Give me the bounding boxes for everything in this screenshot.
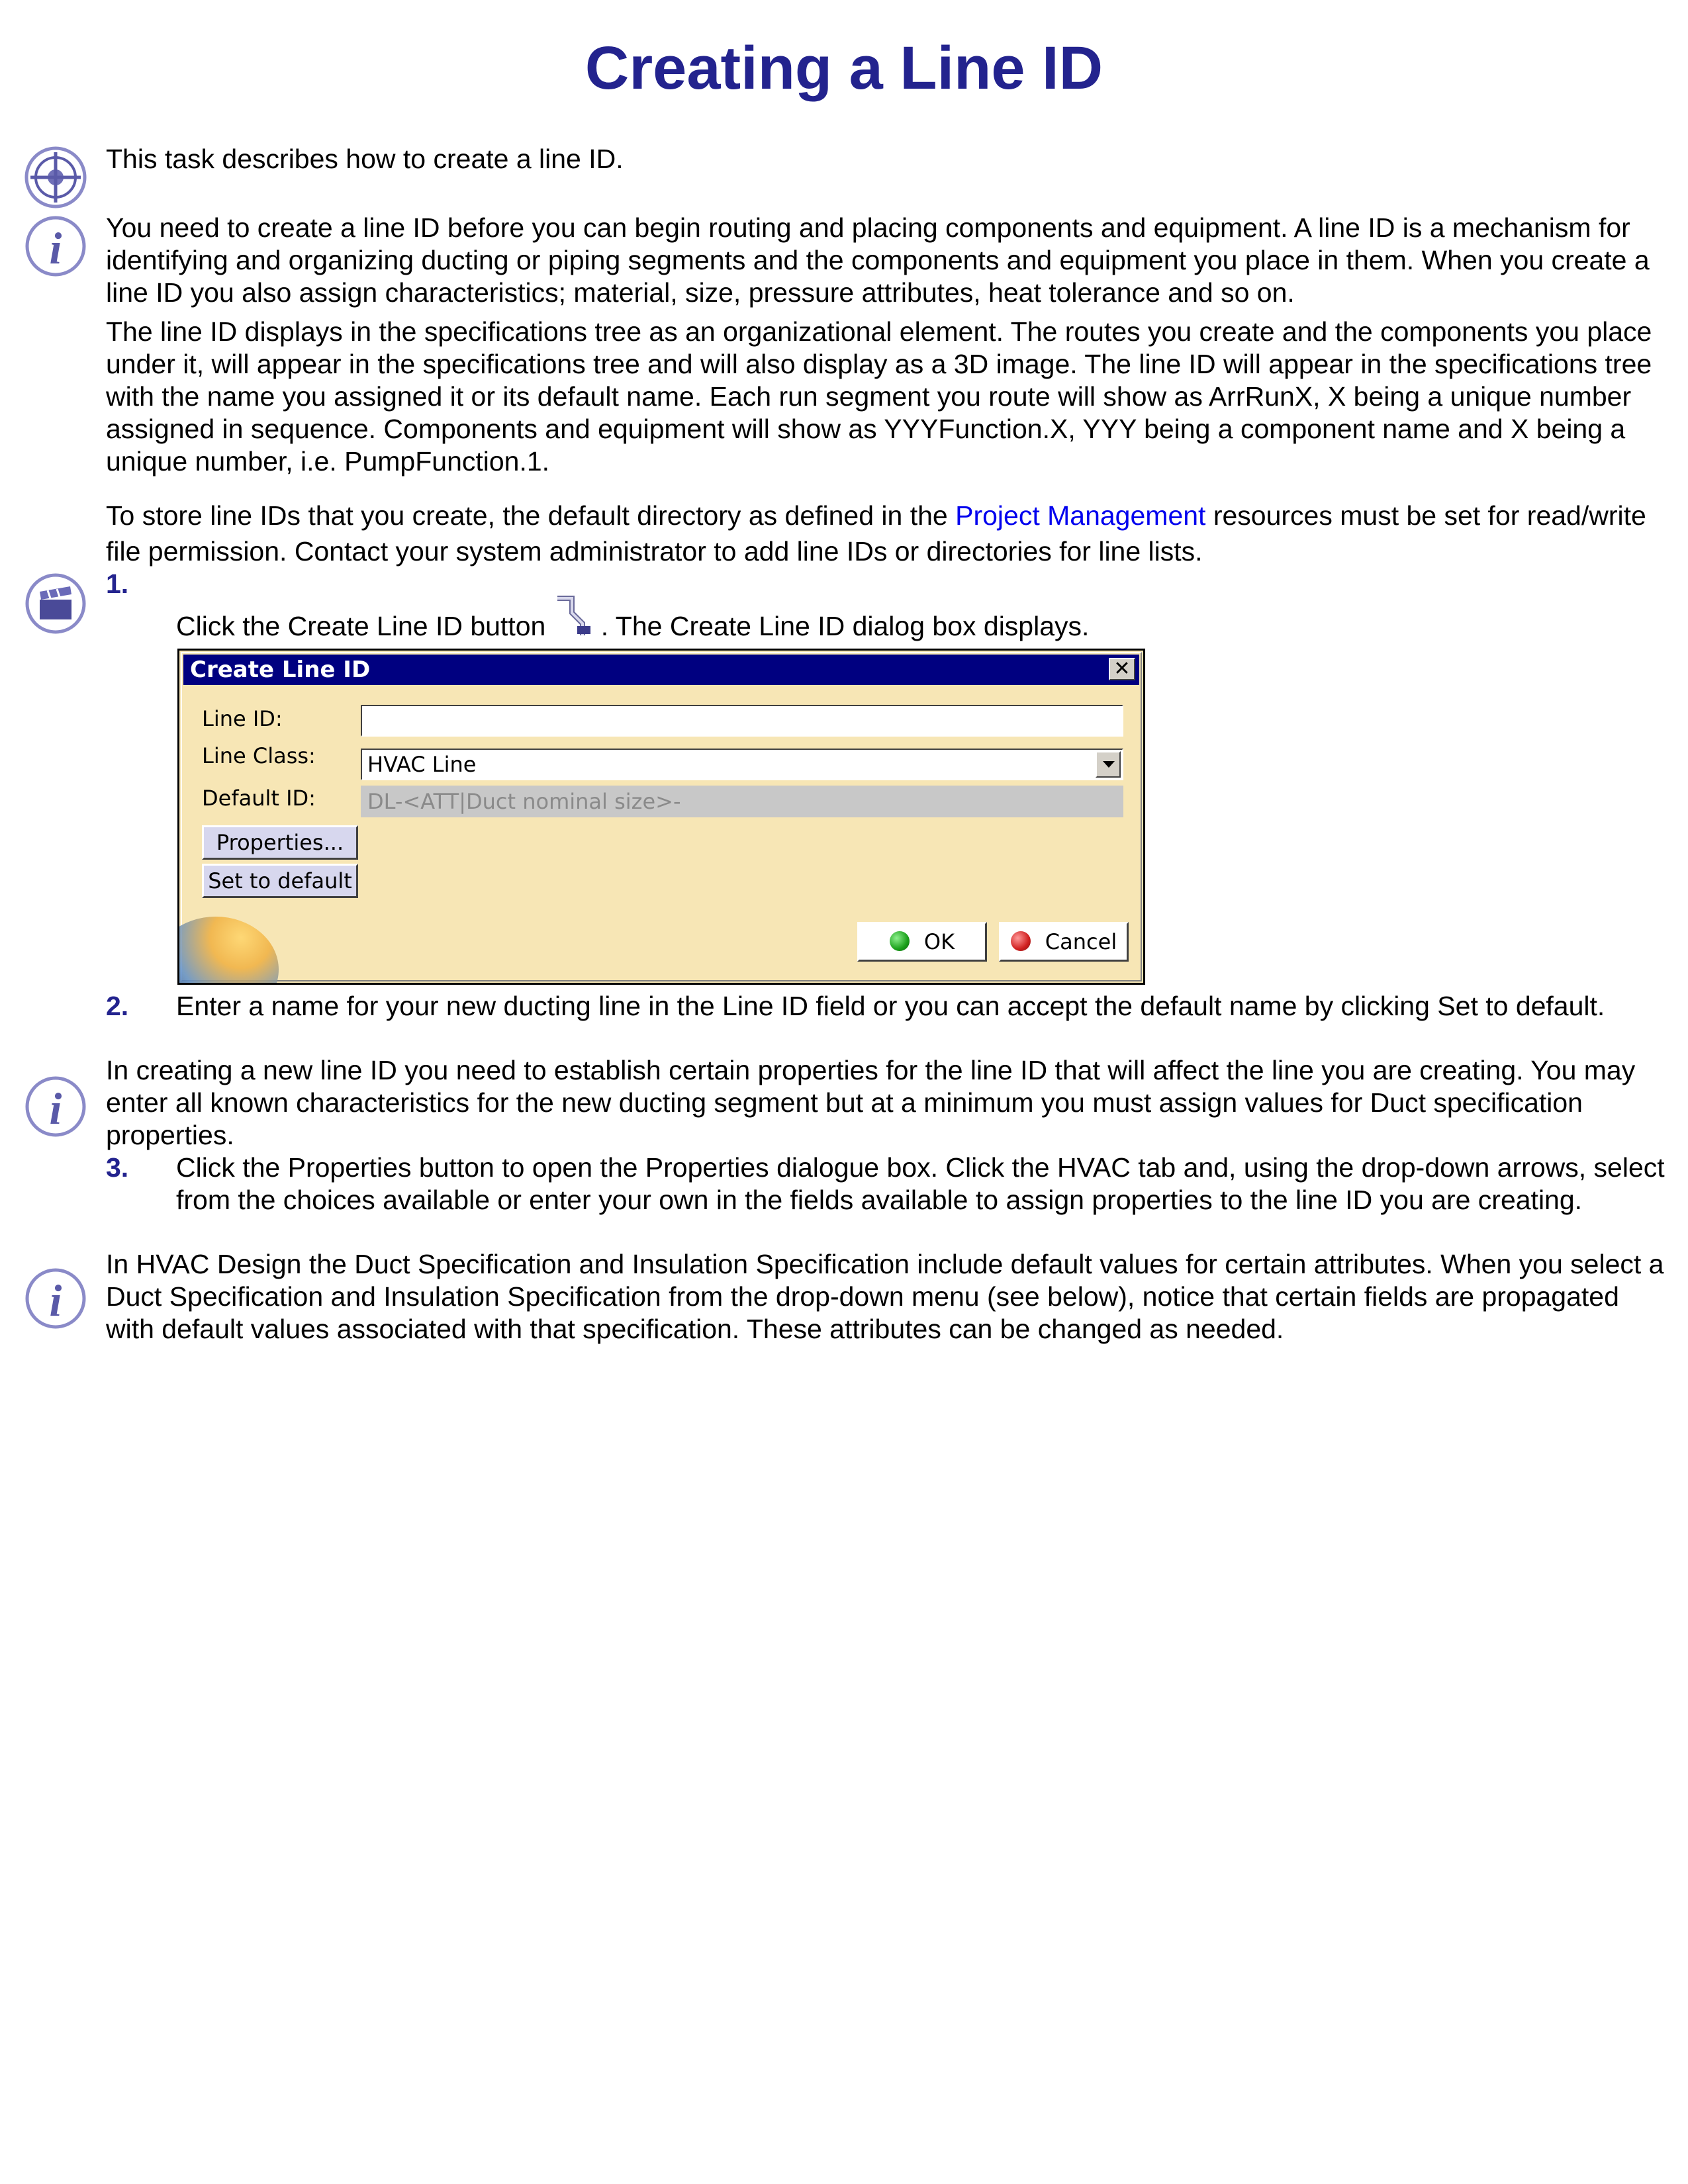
- line-id-label: Line ID:: [202, 706, 283, 731]
- dialog-titlebar[interactable]: [183, 655, 1139, 685]
- ok-dot-icon: [890, 931, 910, 951]
- default-id-field: DL-<ATT|Duct nominal size>-: [361, 786, 1123, 817]
- step-1-number: 1.: [106, 569, 129, 599]
- dialog-title: Create Line ID: [190, 657, 371, 683]
- paragraph-line-id-intro: You need to create a line ID before you can begin routing and placing components and equipment. A line ID is a mechanism for identifying and organizing ducting or piping segments and the components and equipment you place in them. When you create a line ID you also assign characteristics; material, size, pressure attributes, heat tolerance and so on.: [106, 212, 1650, 308]
- project-management-link[interactable]: Project Management: [955, 500, 1206, 531]
- step-1-text-after: . The Create Line ID dialog box displays.: [600, 611, 1090, 641]
- clapperboard-icon: [24, 572, 87, 635]
- note-properties: In creating a new line ID you need to establish certain properties for the line ID that will affect the line you are creating. You may enter all known characteristics for the new ducting segment but at a minimum you must assign values for Duct specification properties.: [106, 1055, 1636, 1150]
- svg-text:i: i: [49, 1083, 62, 1134]
- default-id-label: Default ID:: [202, 786, 316, 811]
- create-line-id-icon[interactable]: [553, 593, 601, 641]
- info-icon: [24, 1267, 87, 1330]
- info-icon: [24, 1075, 87, 1138]
- step-3-text: Click the Properties button to open the Properties dialogue box. Click the HVAC tab and, using the drop-down arrows, select from the choices available or enter your own in the fields available to assign properties to the line ID you are creating.: [176, 1152, 1665, 1215]
- info-icon: [24, 214, 87, 278]
- close-icon[interactable]: ✕: [1109, 658, 1135, 680]
- intro-text: This task describes how to create a line ID.: [106, 144, 624, 174]
- ok-button[interactable]: [857, 922, 987, 962]
- svg-text:i: i: [49, 223, 62, 273]
- paragraph-specifications-tree: The line ID displays in the specifications tree as an organizational element. The routes you create and the components you place under it, will appear in the specifications tree and will also display as a 3D image. The line ID will appear in the specifications tree with the name you assigned it or its default name. Each run segment you route will show as ArrRunX, X being a unique number assigned in sequence. Components and equipment will show as YYYFunction.X, YYY being a component name and X being a unique number, i.e. PumpFunction.1.: [106, 316, 1652, 477]
- step-2-text: Enter a name for your new ducting line in the Line ID field or you can accept the default name by clicking Set to default.: [176, 991, 1605, 1021]
- line-class-label: Line Class:: [202, 743, 316, 768]
- step-1-text-before: Click the Create Line ID button: [176, 611, 553, 641]
- chevron-down-icon[interactable]: [1096, 751, 1121, 778]
- step-2-number: 2.: [106, 991, 129, 1021]
- step-3-number: 3.: [106, 1152, 129, 1183]
- storage-text-after: resources must be set for read/write file permission. Contact your system administrator to add line IDs or directories for line lists.: [106, 500, 1646, 567]
- set-to-default-button[interactable]: Set to default: [202, 864, 358, 898]
- create-line-id-dialog: [177, 649, 1145, 985]
- cancel-button[interactable]: [999, 922, 1129, 962]
- page-title: Creating a Line ID: [585, 34, 1103, 102]
- line-class-value: HVAC Line: [367, 752, 477, 777]
- svg-text:i: i: [49, 1275, 62, 1326]
- cancel-button-label: Cancel: [1045, 929, 1117, 954]
- line-id-input[interactable]: [361, 705, 1123, 737]
- step-1-text: [176, 593, 1668, 643]
- note-hvac-defaults: In HVAC Design the Duct Specification and Insulation Specification include default values for certain attributes. When you select a Duct Specification and Insulation Specification from the drop-down menu (see below), notice that certain fields are propagated with default values associated with that specification. These attributes can be changed as needed.: [106, 1249, 1664, 1344]
- properties-button[interactable]: Properties...: [202, 825, 358, 860]
- target-icon: [24, 146, 87, 209]
- paragraph-storage: [106, 498, 1668, 569]
- ok-button-label: OK: [923, 929, 955, 954]
- storage-text-before: To store line IDs that you create, the default directory as defined in the: [106, 500, 956, 531]
- line-class-select[interactable]: [361, 749, 1123, 780]
- cancel-dot-icon: [1011, 931, 1031, 951]
